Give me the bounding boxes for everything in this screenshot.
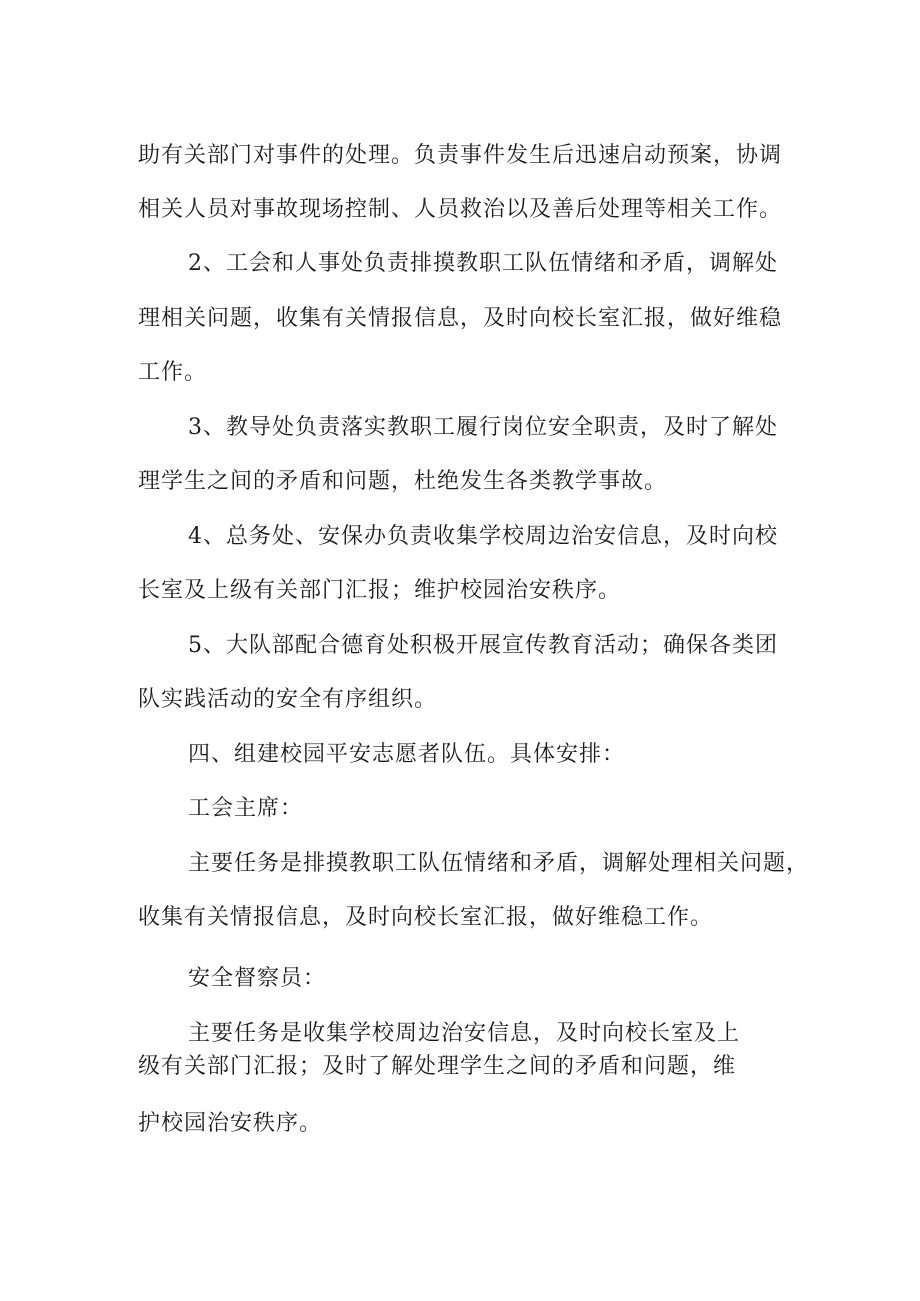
paragraph-4-start: 4、总务处、安保办负责收集学校周边治安信息，及时向校: [188, 524, 778, 549]
role-label: 工会主席：: [188, 796, 304, 821]
text-line: 助有关部门对事件的处理。负责事件发生后迅速启动预案，协调: [138, 143, 783, 168]
paragraph-5-start: 5、大队部配合德育处积极开展宣传教育活动；确保各类团: [188, 633, 778, 658]
text-line: 理学生之间的矛盾和问题，杜绝发生各类教学事故。: [138, 469, 668, 494]
paragraph-2-start: 2、工会和人事处负责排摸教职工队伍情绪和矛盾，调解处: [188, 251, 778, 276]
role-duty-start: 主要任务是收集学校周边治安信息，及时向校长室及上: [188, 1021, 741, 1046]
text-line: 级有关部门汇报；及时了解处理学生之间的矛盾和问题，维: [138, 1054, 737, 1079]
text-line: 护校园治安秩序。: [138, 1111, 323, 1136]
role-label: 安全督察员：: [188, 966, 327, 991]
text-line: 相关人员对事故现场控制、人员救治以及善后处理等相关工作。: [138, 197, 783, 222]
text-line: 收集有关情报信息，及时向校长室汇报，做好维稳工作。: [138, 905, 714, 930]
text-line: 队实践活动的安全有序组织。: [138, 687, 438, 712]
text-line: 长室及上级有关部门汇报；维护校园治安秩序。: [138, 578, 622, 603]
text-line: 理相关问题，收集有关情报信息，及时向校长室汇报，做好维稳: [138, 306, 783, 331]
role-duty-start: 主要任务是排摸教职工队伍情绪和矛盾，调解处理相关问题，: [188, 851, 810, 876]
paragraph-3-start: 3、教导处负责落实教职工履行岗位安全职责，及时了解处: [188, 415, 778, 440]
text-line: 工作。: [138, 360, 208, 385]
section-heading: 四、组建校园平安志愿者队伍。具体安排：: [188, 742, 626, 767]
